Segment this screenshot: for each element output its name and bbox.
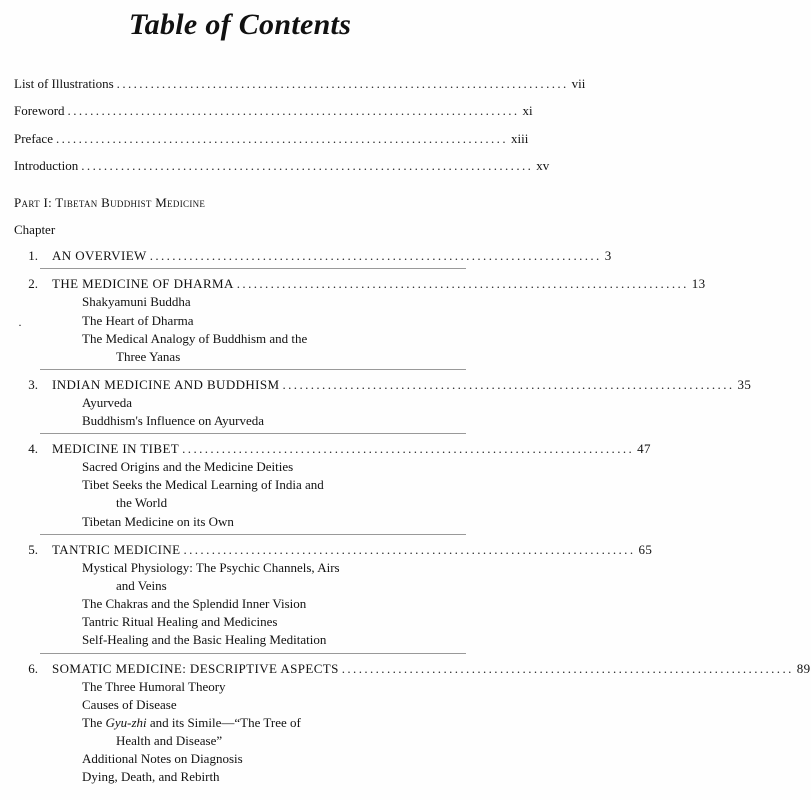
section-entry[interactable]: Additional Notes on Diagnosis	[82, 751, 243, 766]
dot-leader: ................................................................................	[282, 377, 735, 392]
toc-entry-list-of-illustrations[interactable]	[14, 76, 586, 92]
section-entry-continued[interactable]: the World	[116, 495, 168, 510]
toc-entry-chapter-1[interactable]	[52, 248, 612, 264]
entry-label: Preface	[14, 131, 53, 146]
section-entry[interactable]: Shakyamuni Buddha	[82, 294, 191, 309]
section-entry-continued[interactable]: Three Yanas	[116, 349, 181, 364]
toc-entry-introduction[interactable]	[14, 158, 550, 174]
section-entry-continued[interactable]: and Veins	[116, 578, 167, 593]
section-entry[interactable]: The Chakras and the Splendid Inner Vision	[82, 596, 307, 611]
section-entry[interactable]: Tantric Ritual Healing and Medicines	[82, 614, 278, 629]
entry-label: Introduction	[14, 158, 79, 173]
toc-entry-chapter-5[interactable]	[52, 542, 653, 558]
section-entry-continued[interactable]: Health and Disease”	[116, 733, 223, 748]
section-entry[interactable]: Buddhism's Influence on Ayurveda	[82, 413, 265, 428]
article: The	[82, 715, 103, 730]
dot-leader: ................................................................................	[55, 131, 508, 146]
entry-page: vii	[571, 76, 586, 91]
section-entry[interactable]: Tibet Seeks the Medical Learning of India and	[82, 477, 324, 492]
section-entry[interactable]: The Heart of Dharma	[82, 313, 194, 328]
dot-leader: ................................................................................	[236, 276, 689, 291]
chapter-title: MEDICINE IN TIBET	[52, 441, 180, 456]
entry-page: 89	[796, 661, 811, 676]
divider	[40, 369, 466, 370]
chapter-number: 4.	[28, 441, 38, 456]
chapter-number: 1.	[28, 248, 38, 263]
entry-page: xiii	[510, 131, 529, 146]
section-text: and its Simile—“The Tree of	[149, 715, 301, 730]
chapter-number: 2.	[28, 276, 38, 291]
toc-entry-chapter-4[interactable]	[52, 441, 651, 457]
entry-page: 13	[691, 276, 706, 291]
section-entry[interactable]: Sacred Origins and the Medicine Deities	[82, 459, 294, 474]
divider	[40, 433, 466, 434]
section-entry[interactable]: Tibetan Medicine on its Own	[82, 514, 234, 529]
divider	[40, 268, 466, 269]
section-entry[interactable]: Mystical Physiology: The Psychic Channels, Airs	[82, 560, 340, 575]
entry-page: xv	[536, 158, 550, 173]
chapter-number: 6.	[28, 661, 38, 676]
italic-term: Gyu-zhi	[105, 715, 147, 730]
entry-page: 65	[638, 542, 653, 557]
dot-leader: ................................................................................	[149, 248, 602, 263]
dot-leader: ................................................................................	[67, 103, 520, 118]
entry-page: 47	[637, 441, 651, 456]
section-entry[interactable]: The Medical Analogy of Buddhism and the	[82, 331, 308, 346]
page-title: Table of Contents	[128, 8, 352, 41]
entry-page: xi	[522, 103, 533, 118]
part-heading: Part I: Tibetan Buddhist Medicine	[14, 195, 206, 210]
dot-leader: ................................................................................	[341, 661, 794, 676]
dot-leader: ................................................................................	[81, 158, 534, 173]
dot-leader: ................................................................................	[183, 542, 636, 557]
toc-entry-chapter-2[interactable]	[52, 276, 706, 292]
chapter-number: 3.	[28, 377, 38, 392]
divider	[40, 653, 466, 654]
section-entry[interactable]: The Three Humoral Theory	[82, 679, 226, 694]
entry-label: List of Illustrations	[14, 76, 114, 91]
divider	[40, 534, 466, 535]
section-entry[interactable]: Ayurveda	[82, 395, 133, 410]
section-entry[interactable]: Self-Healing and the Basic Healing Meditation	[82, 632, 327, 647]
section-entry[interactable]	[82, 715, 301, 731]
dot-leader: ................................................................................	[116, 76, 569, 91]
section-entry[interactable]: Dying, Death, and Rebirth	[82, 769, 220, 784]
stray-mark: ·	[18, 318, 22, 332]
section-entry[interactable]: Causes of Disease	[82, 697, 177, 712]
entry-page: 35	[737, 377, 752, 392]
toc-entry-chapter-3[interactable]	[52, 377, 752, 393]
chapter-column-heading: Chapter	[14, 222, 56, 237]
toc-entry-preface[interactable]	[14, 131, 529, 147]
entry-label: Foreword	[14, 103, 65, 118]
entry-page: 3	[604, 248, 612, 263]
chapter-title: THE MEDICINE OF DHARMA	[52, 276, 234, 291]
chapter-title: TANTRIC MEDICINE	[52, 542, 181, 557]
chapter-title: AN OVERVIEW	[52, 248, 147, 263]
toc-entry-foreword[interactable]	[14, 103, 533, 119]
dot-leader: ................................................................................	[182, 441, 635, 456]
chapter-number: 5.	[28, 542, 38, 557]
chapter-title: SOMATIC MEDICINE: DESCRIPTIVE ASPECTS	[52, 661, 339, 676]
chapter-title: INDIAN MEDICINE AND BUDDHISM	[52, 377, 280, 392]
toc-entry-chapter-6[interactable]	[52, 661, 811, 677]
